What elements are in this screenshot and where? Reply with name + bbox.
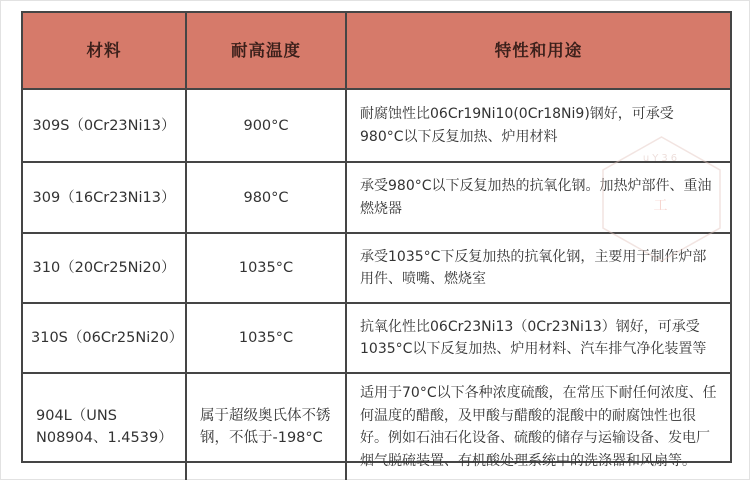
- header-cell-material: 材料: [23, 13, 187, 90]
- cell-temperature: 1035°C: [187, 304, 347, 374]
- cell-description: 适用于70°C以下各种浓度硫酸，在常压下耐任何浓度、任何温度的醋酸，及甲酸与醋酸的混酸中的耐腐蚀性也很好。例如石油石化设备、硫酸的储存与运输设备、发电厂烟气脱硫装置、有机酸处理系统中的洗涤器和风扇等。: [360, 385, 717, 469]
- cell-temperature: 900°C: [187, 90, 347, 163]
- cell-material: 309S（0Cr23Ni13）: [23, 90, 187, 163]
- cell-description: 抗氧化性比06Cr23Ni13（0Cr23Ni13）钢好，可承受1035°C以下反复加热、炉用材料、汽车排气净化装置等: [347, 304, 730, 374]
- header-cell-features: 特性和用途: [347, 13, 730, 90]
- cell-temperature: 1035°C: [187, 234, 347, 304]
- header-cell-temperature: 耐高温度: [187, 13, 347, 90]
- materials-table: [21, 11, 732, 469]
- cell-material: 309（16Cr23Ni13）: [23, 163, 187, 234]
- cell-material: 310（20Cr25Ni20）: [23, 234, 187, 304]
- cell-description: 耐腐蚀性比06Cr19Ni10(0Cr18Ni9)钢好，可承受980°C以下反复加热、炉用材料: [347, 90, 730, 163]
- cell-material: 310S（06Cr25Ni20）: [23, 304, 187, 374]
- cell-material: 904L（UNS N08904、1.4539）: [23, 374, 187, 480]
- cell-description: 承受1035°C下反复加热的抗氧化钢，主要用于制作炉部用件、喷嘴、燃烧室: [347, 234, 730, 304]
- cell-temperature: 980°C: [187, 163, 347, 234]
- cell-temperature: 属于超级奥氏体不锈钢，不低于-198°C: [187, 374, 347, 480]
- watermark-center-text: 工: [653, 198, 670, 214]
- cell-description: 承受980°C以下反复加热的抗氧化钢。加热炉部件、重油燃烧器: [347, 163, 730, 234]
- watermark-arc-text: uY36: [642, 153, 681, 164]
